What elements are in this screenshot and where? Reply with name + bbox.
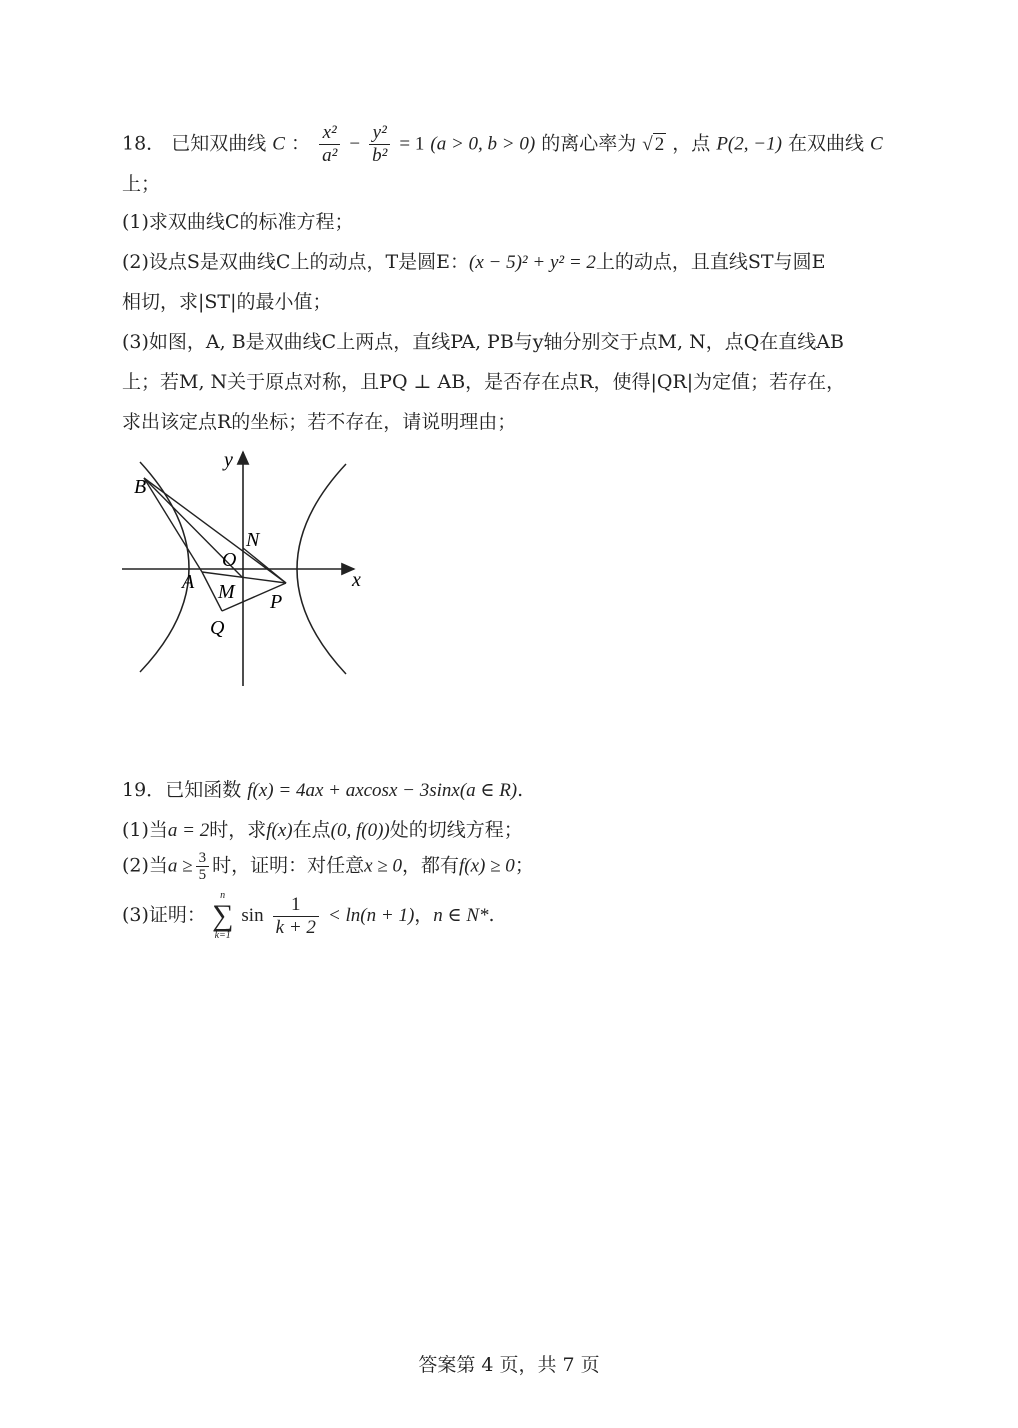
hyperbola-figure	[122, 448, 362, 693]
q18-line-2: 上；	[122, 173, 161, 195]
q19-fraction-sum: $\frac{1}{k + 2}$	[273, 894, 319, 939]
q18-part-1: (1)求双曲线C的标准方程；	[122, 211, 354, 233]
q19-function: f(x) = 4ax + axcosx − 3sinx	[247, 780, 460, 801]
label-P: P	[270, 591, 283, 613]
label-M: M	[218, 581, 235, 603]
label-N: N	[246, 529, 260, 551]
q18-equals-one: = 1	[399, 133, 425, 155]
q18-curve-name: C	[272, 133, 285, 155]
q18-point-p: P(2, −1)	[716, 133, 782, 155]
q19-fraction-3-5: $\frac{3}{5}$	[196, 850, 210, 883]
q18-part-2-line-1: (2)设点S是双曲线C上的动点，T是圆E：(x − 5)² + y² = 2上的动点，且直线ST与圆E	[122, 251, 826, 273]
q18-part-3-line-2: 上；若M, N关于原点对称，且PQ ⊥ AB，是否存在点R，使得|QR|为定值；若存在，	[122, 371, 846, 393]
q18-condition: (a > 0, b > 0)	[430, 133, 536, 155]
q18-intro-c: ，点	[672, 132, 711, 155]
q18-colon: ：	[291, 132, 311, 155]
q18-intro-a: 已知双曲线	[171, 132, 267, 155]
label-Q: Q	[210, 617, 225, 639]
q18-part-2-line-2: 相切，求|ST|的最小值；	[122, 291, 332, 313]
q19-line-1: 19．已知函数 f(x) = 4ax + axcosx − 3sinx(a ∈ R).	[122, 779, 524, 801]
q18-fraction-x: $\frac{\text{x²}}{\text{a²}}$	[319, 122, 340, 167]
q18-intro-b: 的离心率为	[541, 132, 637, 155]
q18-curve-name-2: C	[870, 133, 883, 155]
summation-symbol: n ∑ k=1	[211, 890, 234, 941]
q18-minus: −	[349, 133, 361, 155]
q18-intro-d: 在双曲线	[787, 132, 864, 155]
label-B: B	[134, 476, 147, 498]
label-y: y	[224, 449, 233, 471]
label-x: x	[352, 569, 361, 591]
segment-BP	[144, 478, 286, 583]
segment-BA	[144, 478, 202, 572]
q19-domain: (a ∈ R)	[459, 780, 518, 801]
q19-part-3: (3)证明： n ∑ k=1 sin $\frac{1}{k + 2}$ < ln(n + 1)，n ∈ N*.	[122, 890, 495, 941]
q18-part-3-line-3: 求出该定点R的坐标；若不存在，请说明理由；	[122, 411, 517, 433]
q19-part-1: (1)当a = 2时，求f(x)在点(0, f(0))处的切线方程；	[122, 819, 523, 841]
q18-line-1	[122, 122, 883, 167]
q18-part-3-line-1: (3)如图，A, B是双曲线C上两点，直线PA, PB与y轴分别交于点M, N，点Q在直线AB	[122, 331, 844, 353]
label-O: O	[222, 549, 237, 571]
q18-fraction-y: $\frac{\text{y²}}{\text{b²}}$	[369, 122, 390, 167]
q18-number: 18．	[122, 132, 166, 155]
q19-part-2: (2)当a ≥ $\frac{3}{5}$ 时，证明：对任意x ≥ 0，都有f(x) ≥ 0；	[122, 850, 534, 883]
page-footer: 答案第 4 页，共 7 页	[418, 1354, 600, 1376]
label-A: A	[182, 571, 195, 593]
q18-sqrt: √ 2	[642, 133, 665, 155]
